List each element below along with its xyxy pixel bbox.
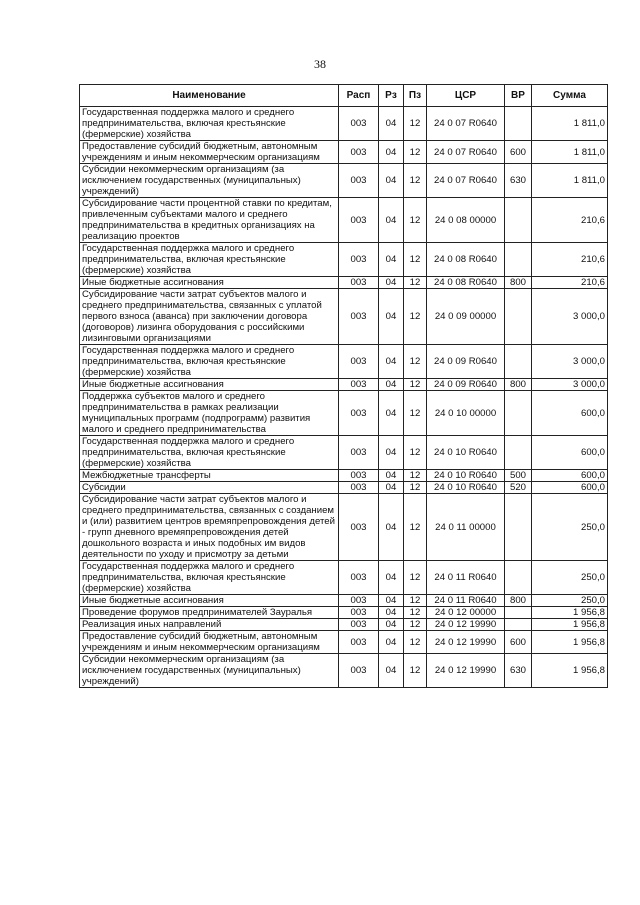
cell-pz: 12 — [404, 379, 427, 391]
table-row — [80, 607, 608, 619]
table-row — [80, 619, 608, 631]
cell-vr: 600 — [505, 141, 532, 164]
table-row — [80, 561, 608, 595]
cell-sum: 1 956,8 — [532, 631, 608, 654]
table-row — [80, 654, 608, 688]
header-rz: Рз — [379, 85, 404, 107]
cell-name: Субсидирование части затрат субъектов малого и среднего предпринимательства, связанных с созданием и (или) развитием центров времяпрепровождения детей - групп дневного времяпрепровождения детей дошкольного возраста и иных подобных им видов деятельности по уходу и присмотру за детьми — [80, 494, 339, 561]
cell-rz: 04 — [379, 561, 404, 595]
cell-pz: 12 — [404, 391, 427, 436]
cell-pz: 12 — [404, 619, 427, 631]
cell-vr — [505, 494, 532, 561]
cell-vr — [505, 198, 532, 243]
header-vr: ВР — [505, 85, 532, 107]
cell-rasp: 003 — [339, 141, 379, 164]
cell-csr: 24 0 08 00000 — [427, 198, 505, 243]
cell-csr: 24 0 09 R0640 — [427, 345, 505, 379]
cell-vr: 520 — [505, 482, 532, 494]
cell-rasp: 003 — [339, 379, 379, 391]
cell-pz: 12 — [404, 436, 427, 470]
cell-pz: 12 — [404, 243, 427, 277]
cell-name: Предоставление субсидий бюджетным, автономным учреждениям и иным некоммерческим организациям — [80, 141, 339, 164]
cell-sum: 1 956,8 — [532, 607, 608, 619]
cell-sum: 210,6 — [532, 277, 608, 289]
cell-csr: 24 0 12 19990 — [427, 619, 505, 631]
cell-sum: 600,0 — [532, 470, 608, 482]
table-row — [80, 470, 608, 482]
cell-csr: 24 0 08 R0640 — [427, 277, 505, 289]
cell-rz: 04 — [379, 345, 404, 379]
cell-name: Межбюджетные трансферты — [80, 470, 339, 482]
cell-csr: 24 0 10 R0640 — [427, 482, 505, 494]
cell-name: Поддержка субъектов малого и среднего предпринимательства в рамках реализации муниципальных программ (подпрограмм) развития малого и среднего предпринимательства — [80, 391, 339, 436]
cell-sum: 1 956,8 — [532, 654, 608, 688]
cell-sum: 210,6 — [532, 198, 608, 243]
cell-csr: 24 0 07 R0640 — [427, 107, 505, 141]
cell-rasp: 003 — [339, 243, 379, 277]
table-row — [80, 107, 608, 141]
header-row — [80, 85, 608, 107]
cell-vr: 630 — [505, 654, 532, 688]
cell-rz: 04 — [379, 619, 404, 631]
table-body — [80, 107, 608, 688]
cell-csr: 24 0 07 R0640 — [427, 164, 505, 198]
cell-sum: 1 811,0 — [532, 164, 608, 198]
cell-csr: 24 0 11 00000 — [427, 494, 505, 561]
cell-rasp: 003 — [339, 277, 379, 289]
cell-rasp: 003 — [339, 198, 379, 243]
cell-name: Реализация иных направлений — [80, 619, 339, 631]
cell-rasp: 003 — [339, 561, 379, 595]
cell-vr — [505, 345, 532, 379]
cell-name: Иные бюджетные ассигнования — [80, 379, 339, 391]
cell-rasp: 003 — [339, 345, 379, 379]
cell-sum: 600,0 — [532, 391, 608, 436]
cell-name: Проведение форумов предпринимателей Зауралья — [80, 607, 339, 619]
cell-vr — [505, 391, 532, 436]
cell-vr — [505, 289, 532, 345]
cell-rz: 04 — [379, 198, 404, 243]
cell-sum: 250,0 — [532, 595, 608, 607]
cell-rz: 04 — [379, 391, 404, 436]
cell-vr: 800 — [505, 595, 532, 607]
cell-vr — [505, 619, 532, 631]
cell-sum: 3 000,0 — [532, 379, 608, 391]
cell-rz: 04 — [379, 164, 404, 198]
cell-rasp: 003 — [339, 391, 379, 436]
cell-rasp: 003 — [339, 107, 379, 141]
cell-rz: 04 — [379, 436, 404, 470]
cell-pz: 12 — [404, 631, 427, 654]
cell-name: Субсидии — [80, 482, 339, 494]
cell-pz: 12 — [404, 164, 427, 198]
budget-table — [79, 84, 608, 688]
cell-rasp: 003 — [339, 494, 379, 561]
cell-vr: 600 — [505, 631, 532, 654]
table-row — [80, 482, 608, 494]
cell-name: Субсидирование части процентной ставки по кредитам, привлеченным субъектами малого и среднего предпринимательства в кредитных организациях на реализацию проектов — [80, 198, 339, 243]
cell-rz: 04 — [379, 107, 404, 141]
table-row — [80, 277, 608, 289]
cell-vr: 800 — [505, 277, 532, 289]
table-row — [80, 198, 608, 243]
cell-rasp: 003 — [339, 436, 379, 470]
table-row — [80, 345, 608, 379]
cell-rasp: 003 — [339, 470, 379, 482]
cell-sum: 3 000,0 — [532, 345, 608, 379]
cell-csr: 24 0 11 R0640 — [427, 595, 505, 607]
cell-name: Субсидии некоммерческим организациям (за исключением государственных (муниципальных) учреждений) — [80, 164, 339, 198]
cell-rz: 04 — [379, 595, 404, 607]
cell-pz: 12 — [404, 470, 427, 482]
cell-rz: 04 — [379, 494, 404, 561]
cell-sum: 1 811,0 — [532, 141, 608, 164]
cell-vr — [505, 607, 532, 619]
cell-vr — [505, 107, 532, 141]
cell-name: Государственная поддержка малого и среднего предпринимательства, включая крестьянские (фермерские) хозяйства — [80, 561, 339, 595]
cell-rz: 04 — [379, 482, 404, 494]
header-sum: Сумма — [532, 85, 608, 107]
cell-vr: 630 — [505, 164, 532, 198]
table-header — [80, 85, 608, 107]
cell-vr: 800 — [505, 379, 532, 391]
cell-pz: 12 — [404, 107, 427, 141]
cell-pz: 12 — [404, 654, 427, 688]
cell-rz: 04 — [379, 289, 404, 345]
cell-sum: 1 811,0 — [532, 107, 608, 141]
cell-csr: 24 0 10 00000 — [427, 391, 505, 436]
table-row — [80, 164, 608, 198]
cell-rasp: 003 — [339, 619, 379, 631]
table-row — [80, 631, 608, 654]
cell-vr — [505, 243, 532, 277]
cell-name: Государственная поддержка малого и среднего предпринимательства, включая крестьянские (фермерские) хозяйства — [80, 436, 339, 470]
cell-rasp: 003 — [339, 595, 379, 607]
header-csr: ЦСР — [427, 85, 505, 107]
cell-sum: 3 000,0 — [532, 289, 608, 345]
page-number: 38 — [314, 57, 326, 71]
cell-csr: 24 0 10 R0640 — [427, 436, 505, 470]
table-row — [80, 289, 608, 345]
cell-pz: 12 — [404, 141, 427, 164]
cell-sum: 1 956,8 — [532, 619, 608, 631]
cell-rz: 04 — [379, 243, 404, 277]
cell-csr: 24 0 12 19990 — [427, 654, 505, 688]
cell-vr — [505, 561, 532, 595]
cell-rasp: 003 — [339, 289, 379, 345]
cell-csr: 24 0 12 00000 — [427, 607, 505, 619]
cell-pz: 12 — [404, 345, 427, 379]
cell-name: Государственная поддержка малого и среднего предпринимательства, включая крестьянские (фермерские) хозяйства — [80, 345, 339, 379]
table-row — [80, 391, 608, 436]
cell-sum: 250,0 — [532, 561, 608, 595]
cell-csr: 24 0 10 R0640 — [427, 470, 505, 482]
cell-name: Предоставление субсидий бюджетным, автономным учреждениям и иным некоммерческим организациям — [80, 631, 339, 654]
cell-csr: 24 0 11 R0640 — [427, 561, 505, 595]
cell-csr: 24 0 09 R0640 — [427, 379, 505, 391]
header-pz: Пз — [404, 85, 427, 107]
cell-csr: 24 0 08 R0640 — [427, 243, 505, 277]
cell-csr: 24 0 12 19990 — [427, 631, 505, 654]
cell-name: Иные бюджетные ассигнования — [80, 595, 339, 607]
cell-csr: 24 0 07 R0640 — [427, 141, 505, 164]
cell-name: Государственная поддержка малого и среднего предпринимательства, включая крестьянские (фермерские) хозяйства — [80, 107, 339, 141]
cell-pz: 12 — [404, 198, 427, 243]
cell-pz: 12 — [404, 561, 427, 595]
cell-rasp: 003 — [339, 482, 379, 494]
cell-name: Иные бюджетные ассигнования — [80, 277, 339, 289]
cell-rz: 04 — [379, 277, 404, 289]
cell-rasp: 003 — [339, 654, 379, 688]
cell-rz: 04 — [379, 654, 404, 688]
cell-sum: 210,6 — [532, 243, 608, 277]
cell-rasp: 003 — [339, 631, 379, 654]
cell-pz: 12 — [404, 595, 427, 607]
cell-name: Субсидирование части затрат субъектов малого и среднего предпринимательства, связанных с уплатой первого взноса (аванса) при заключении договора (договоров) лизинга оборудования с российскими лизинговыми организациями — [80, 289, 339, 345]
table-row — [80, 379, 608, 391]
cell-vr — [505, 436, 532, 470]
cell-name: Государственная поддержка малого и среднего предпринимательства, включая крестьянские (фермерские) хозяйства — [80, 243, 339, 277]
table-row — [80, 243, 608, 277]
cell-name: Субсидии некоммерческим организациям (за исключением государственных (муниципальных) учреждений) — [80, 654, 339, 688]
cell-pz: 12 — [404, 482, 427, 494]
cell-rz: 04 — [379, 379, 404, 391]
cell-rz: 04 — [379, 607, 404, 619]
cell-pz: 12 — [404, 289, 427, 345]
cell-rz: 04 — [379, 470, 404, 482]
cell-pz: 12 — [404, 494, 427, 561]
cell-sum: 600,0 — [532, 482, 608, 494]
cell-sum: 600,0 — [532, 436, 608, 470]
cell-rz: 04 — [379, 631, 404, 654]
cell-rasp: 003 — [339, 607, 379, 619]
table-row — [80, 436, 608, 470]
cell-pz: 12 — [404, 277, 427, 289]
cell-rasp: 003 — [339, 164, 379, 198]
header-name: Наименование — [80, 85, 339, 107]
table-row — [80, 494, 608, 561]
cell-csr: 24 0 09 00000 — [427, 289, 505, 345]
cell-pz: 12 — [404, 607, 427, 619]
table-row — [80, 141, 608, 164]
cell-vr: 500 — [505, 470, 532, 482]
table-row — [80, 595, 608, 607]
cell-rz: 04 — [379, 141, 404, 164]
header-rasp: Расп — [339, 85, 379, 107]
cell-sum: 250,0 — [532, 494, 608, 561]
